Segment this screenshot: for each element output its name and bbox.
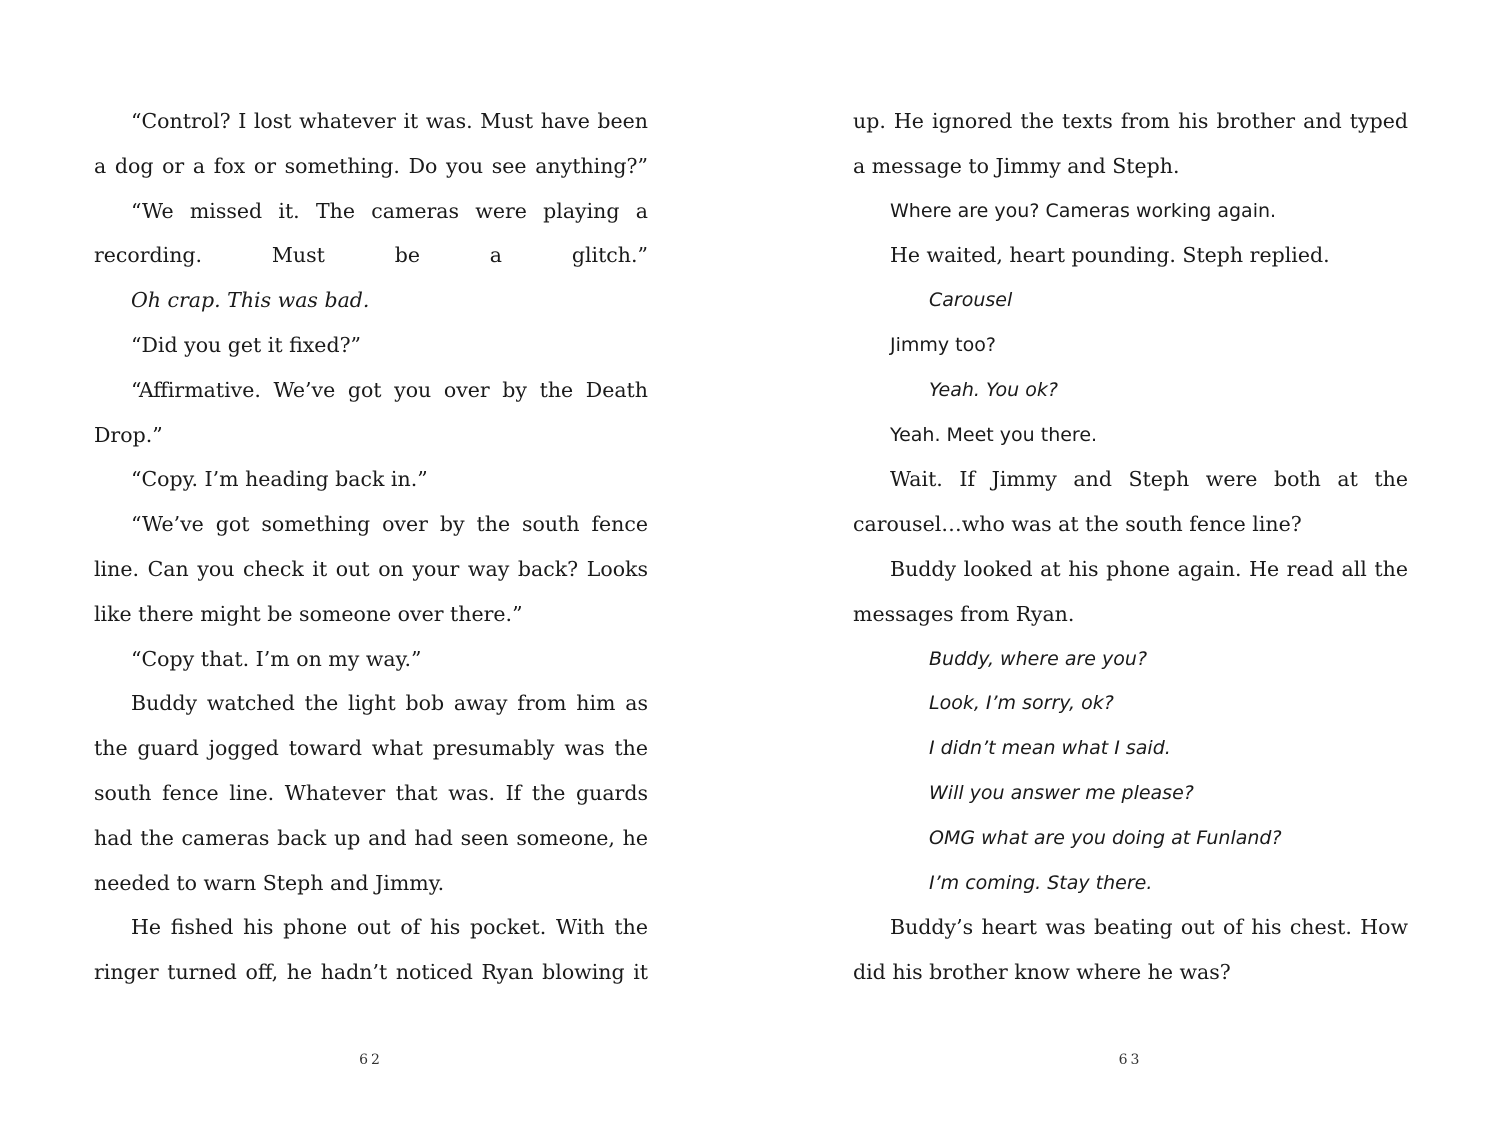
text-message-received: I didn’t mean what I said. [929, 737, 1171, 760]
paragraph: “Copy. I’m heading back in.” [131, 467, 428, 492]
text-message-sent: Jimmy too? [890, 333, 996, 356]
left-page [94, 0, 648, 1125]
page-number: 63 [1118, 1052, 1143, 1068]
page-number: 62 [359, 1052, 383, 1068]
text-message-received: Buddy, where are you? [929, 647, 1148, 670]
text-message-received: I’m coming. Stay there. [929, 871, 1153, 894]
paragraph: “Copy that. I’m on my way.” [131, 646, 422, 671]
text-message-received: Yeah. You ok? [929, 378, 1058, 401]
paragraph: He fished his phone out of his pocket. With the ringer turned off, he hadn’t noticed Ryan blowing it [94, 915, 648, 985]
paragraph: Buddy watched the light bob away from him as the guard jogged toward what presumably was the south fence line. Whatever that was. If the guards had the cameras back up and had seen someone, he needed to warn Steph and Jimmy. [94, 691, 648, 895]
paragraph: Buddy looked at his phone again. He read all the messages from Ryan. [853, 556, 1408, 626]
text-message-sent: Where are you? Cameras working again. [890, 199, 1277, 222]
right-page-text [853, 99, 1408, 995]
paragraph: He waited, heart pounding. Steph replied. [890, 243, 1330, 268]
paragraph: Wait. If Jimmy and Steph were both at the carousel…who was at the south fence line? [853, 467, 1408, 537]
text-message-received: Carousel [929, 289, 1013, 312]
left-page-text [94, 99, 648, 995]
paragraph: “We missed it. The cameras were playing a recording. Must be a glitch.” [94, 198, 648, 268]
text-message-received: Look, I’m sorry, ok? [929, 692, 1114, 715]
paragraph: Oh crap. This was bad. [131, 288, 370, 313]
text-message-sent: Yeah. Meet you there. [890, 423, 1098, 446]
paragraph: up. He ignored the texts from his brother and typed a message to Jimmy and Steph. [853, 109, 1408, 178]
text-message-received: OMG what are you doing at Funland? [929, 826, 1282, 849]
paragraph: “Did you get it fixed?” [131, 332, 362, 357]
paragraph: “Control? I lost whatever it was. Must have been a dog or a fox or something. Do you see anything?” [94, 109, 648, 178]
text-message-received: Will you answer me please? [929, 781, 1194, 804]
paragraph: “We’ve got something over by the south fence line. Can you check it out on your way back? Looks like there might be someone over there.” [94, 512, 648, 626]
paragraph: Buddy’s heart was beating out of his chest. How did his brother know where he was? [853, 915, 1408, 985]
right-page [853, 0, 1408, 1125]
paragraph: “Affirmative. We’ve got you over by the Death Drop.” [94, 377, 648, 447]
